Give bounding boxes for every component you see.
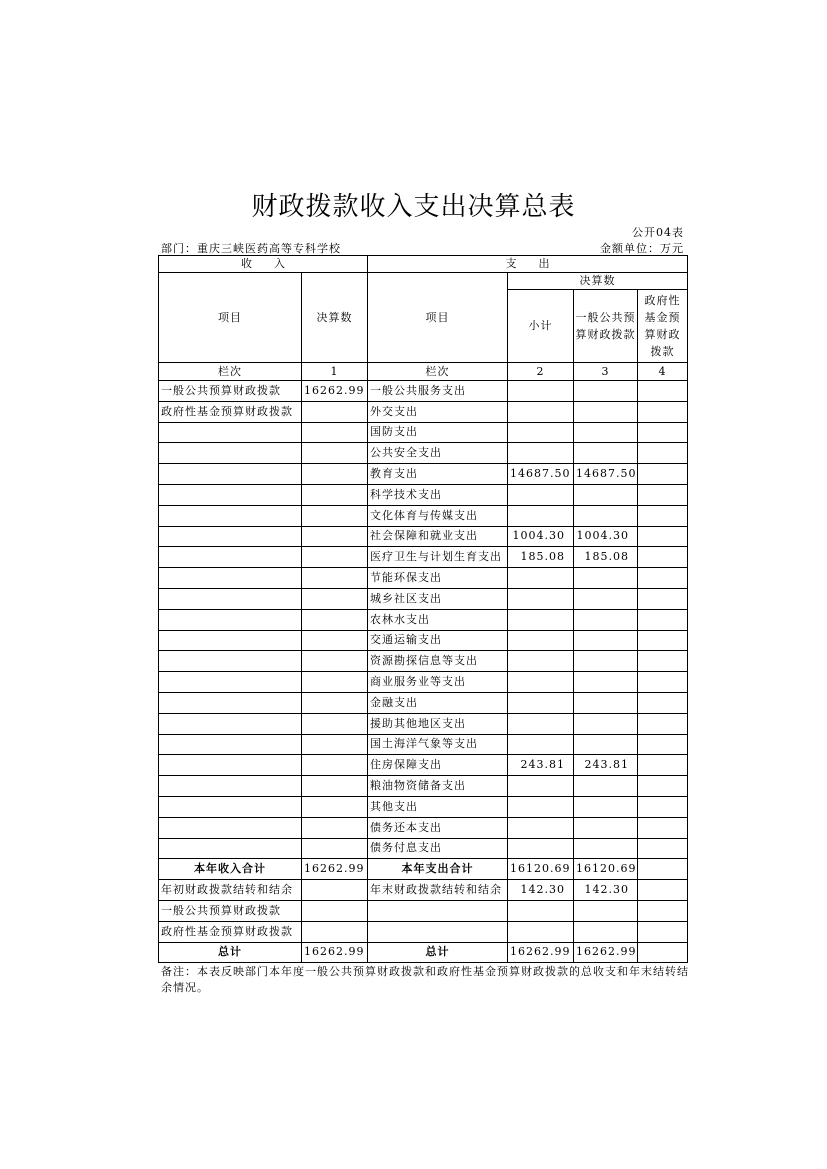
carryover-subtotal [508,921,574,942]
expense-item: 农林水支出 [368,609,508,630]
expense-subtotal: 243.81 [508,755,574,776]
income-item [159,588,302,609]
income-item [159,651,302,672]
year-total-row [159,859,688,880]
table-row [159,672,688,693]
income-item [159,755,302,776]
table-row [159,651,688,672]
income-item [159,484,302,505]
expense-general-budget [574,838,638,859]
expense-subtotal [508,505,574,526]
table-row [159,568,688,589]
grand-total-income: 16262.99 [302,942,368,963]
table-row [159,838,688,859]
expense-gov-fund [638,401,688,422]
income-amount [302,401,368,422]
year-income-total-label: 本年收入合计 [159,859,302,880]
carryover-expense-item: 年末财政拨款结转和结余 [368,880,508,901]
expense-gov-fund [638,713,688,734]
expense-general-budget [574,672,638,693]
expense-gov-fund [638,381,688,402]
expense-item: 住房保障支出 [368,755,508,776]
expense-gov-fund [638,526,688,547]
table-row [159,422,688,443]
expense-gov-fund [638,484,688,505]
expense-gov-fund [638,609,688,630]
year-expense-general-budget: 16120.69 [574,859,638,880]
income-amount [302,588,368,609]
expense-item: 国土海洋气象等支出 [368,734,508,755]
finance-table [158,255,688,963]
expense-item: 交通运输支出 [368,630,508,651]
gov-fund-header: 政府性基金预算财政拨款 [638,290,688,363]
carryover-income-amount [302,900,368,921]
expense-item: 债务还本支出 [368,817,508,838]
income-item [159,776,302,797]
table-row [159,796,688,817]
income-amount [302,796,368,817]
expense-subtotal: 185.08 [508,547,574,568]
carryover-row [159,880,688,901]
income-item [159,692,302,713]
carryover-gov-fund [638,880,688,901]
expense-gov-fund [638,630,688,651]
expense-item: 其他支出 [368,796,508,817]
expense-gov-fund [638,547,688,568]
income-amount [302,505,368,526]
carryover-gov-fund [638,921,688,942]
col-index-1: 1 [302,363,368,381]
col-index-3: 3 [574,363,638,381]
income-amount [302,568,368,589]
income-amount [302,651,368,672]
grand-total-row [159,942,688,963]
expense-gov-fund [638,464,688,485]
expense-item: 外交支出 [368,401,508,422]
carryover-row [159,921,688,942]
income-amount [302,464,368,485]
expense-header: 支 出 [368,256,688,273]
expense-gov-fund [638,734,688,755]
expense-item: 债务付息支出 [368,838,508,859]
grand-total-general-budget: 16262.99 [574,942,638,963]
income-amount [302,422,368,443]
income-item: 政府性基金预算财政拨款 [159,401,302,422]
carryover-income-amount [302,921,368,942]
expense-subtotal [508,568,574,589]
grand-total-gov-fund [638,942,688,963]
income-item [159,630,302,651]
expense-gov-fund [638,443,688,464]
table-row [159,734,688,755]
income-item [159,838,302,859]
expense-general-budget: 14687.50 [574,464,638,485]
carryover-expense-item [368,921,508,942]
expense-subtotal [508,734,574,755]
expense-subtotal [508,609,574,630]
expense-item: 资源勘探信息等支出 [368,651,508,672]
col-index-label: 栏次 [368,363,508,381]
expense-gov-fund [638,692,688,713]
expense-gov-fund [638,776,688,797]
page-title: 财政拨款收入支出决算总表 [251,192,576,222]
table-row [159,609,688,630]
expense-subtotal: 14687.50 [508,464,574,485]
expense-general-budget [574,651,638,672]
expense-item: 社会保障和就业支出 [368,526,508,547]
expense-subtotal: 1004.30 [508,526,574,547]
carryover-income-item: 一般公共预算财政拨款 [159,900,302,921]
form-number: 公开04表 [632,226,684,239]
table-row [159,776,688,797]
expense-gov-fund [638,672,688,693]
carryover-subtotal: 142.30 [508,880,574,901]
carryover-income-amount [302,880,368,901]
expense-gov-fund [638,838,688,859]
income-item [159,526,302,547]
income-item [159,713,302,734]
expense-subtotal [508,817,574,838]
income-amount [302,838,368,859]
subtotal-header: 小计 [508,290,574,363]
income-item [159,464,302,485]
expense-general-budget [574,796,638,817]
expense-general-budget [574,443,638,464]
expense-item: 文化体育与传媒支出 [368,505,508,526]
expense-general-budget [574,381,638,402]
expense-item: 教育支出 [368,464,508,485]
general-budget-header: 一般公共预算财政拨款 [574,290,638,363]
expense-gov-fund [638,755,688,776]
table-row [159,505,688,526]
expense-general-budget [574,776,638,797]
income-item [159,734,302,755]
table-row [159,464,688,485]
income-item-header: 项目 [159,273,302,363]
income-amount [302,713,368,734]
table-row [159,713,688,734]
expense-general-budget [574,817,638,838]
income-amount [302,776,368,797]
carryover-general-budget [574,900,638,921]
expense-item: 一般公共服务支出 [368,381,508,402]
table-row [159,588,688,609]
expense-general-budget [574,630,638,651]
income-amount [302,734,368,755]
carryover-row [159,900,688,921]
expense-gov-fund [638,651,688,672]
income-item: 一般公共预算财政拨款 [159,381,302,402]
expense-subtotal [508,776,574,797]
carryover-subtotal [508,900,574,921]
table-row [159,692,688,713]
expense-subtotal [508,672,574,693]
expense-subtotal [508,484,574,505]
expense-item: 医疗卫生与计划生育支出 [368,547,508,568]
income-item [159,796,302,817]
table-row [159,755,688,776]
income-item [159,422,302,443]
income-amount [302,526,368,547]
expense-general-budget [574,734,638,755]
table-row [159,630,688,651]
expense-general-budget: 185.08 [574,547,638,568]
income-amount [302,630,368,651]
income-item [159,609,302,630]
table-row [159,526,688,547]
expense-item: 粮油物资储备支出 [368,776,508,797]
year-expense-total-label: 本年支出合计 [368,859,508,880]
income-amount [302,609,368,630]
col-index-label: 栏次 [159,363,302,381]
expense-item: 城乡社区支出 [368,588,508,609]
expense-item: 商业服务业等支出 [368,672,508,693]
table-row [159,443,688,464]
expense-general-budget: 1004.30 [574,526,638,547]
expense-general-budget [574,422,638,443]
table-row [159,817,688,838]
income-amount [302,692,368,713]
expense-subtotal [508,381,574,402]
expense-gov-fund [638,422,688,443]
income-header: 收 入 [159,256,368,273]
expense-gov-fund [638,505,688,526]
expense-item: 节能环保支出 [368,568,508,589]
expense-general-budget [574,484,638,505]
income-item [159,505,302,526]
income-item [159,443,302,464]
income-item [159,547,302,568]
expense-gov-fund [638,588,688,609]
expense-general-budget [574,692,638,713]
income-amount [302,443,368,464]
table-row [159,381,688,402]
expense-general-budget [574,505,638,526]
income-amount [302,755,368,776]
table-row [159,401,688,422]
expense-general-budget: 243.81 [574,755,638,776]
expense-item: 援助其他地区支出 [368,713,508,734]
grand-total-expense-label: 总计 [368,942,508,963]
expense-subtotal [508,651,574,672]
year-expense-subtotal: 16120.69 [508,859,574,880]
expense-subtotal [508,422,574,443]
year-expense-gov-fund [638,859,688,880]
expense-subtotal [508,443,574,464]
carryover-general-budget [574,921,638,942]
col-index-4: 4 [638,363,688,381]
grand-total-income-label: 总计 [159,942,302,963]
carryover-general-budget: 142.30 [574,880,638,901]
table-note: 备注：本表反映部门本年度一般公共预算财政拨款和政府性基金预算财政拨款的总收支和年末结转结余情况。 [161,965,689,994]
expense-item: 金融支出 [368,692,508,713]
carryover-income-item: 政府性基金预算财政拨款 [159,921,302,942]
table-row [159,547,688,568]
expense-subtotal [508,630,574,651]
expense-subtotal [508,838,574,859]
income-amount [302,547,368,568]
expense-general-budget [574,713,638,734]
expense-subtotal [508,713,574,734]
carryover-gov-fund [638,900,688,921]
expense-item-header: 项目 [368,273,508,363]
expense-general-budget [574,401,638,422]
expense-gov-fund [638,796,688,817]
expense-subtotal [508,588,574,609]
expense-item: 科学技术支出 [368,484,508,505]
expense-subtotal [508,692,574,713]
expense-general-budget [574,609,638,630]
expense-item: 公共安全支出 [368,443,508,464]
department-label: 部门：重庆三峡医药高等专科学校 [161,242,341,255]
final-amount-header: 决算数 [508,273,688,290]
expense-gov-fund [638,568,688,589]
expense-gov-fund [638,817,688,838]
grand-total-subtotal: 16262.99 [508,942,574,963]
expense-general-budget [574,568,638,589]
income-item [159,817,302,838]
income-amount [302,484,368,505]
col-index-2: 2 [508,363,574,381]
year-income-total: 16262.99 [302,859,368,880]
income-amount: 16262.99 [302,381,368,402]
income-item [159,568,302,589]
carryover-expense-item [368,900,508,921]
income-item [159,672,302,693]
income-amount [302,672,368,693]
expense-general-budget [574,588,638,609]
expense-subtotal [508,401,574,422]
expense-item: 国防支出 [368,422,508,443]
carryover-income-item: 年初财政拨款结转和结余 [159,880,302,901]
expense-subtotal [508,796,574,817]
table-row [159,484,688,505]
income-amount [302,817,368,838]
income-amount-header: 决算数 [302,273,368,363]
unit-label: 金额单位：万元 [600,242,684,255]
